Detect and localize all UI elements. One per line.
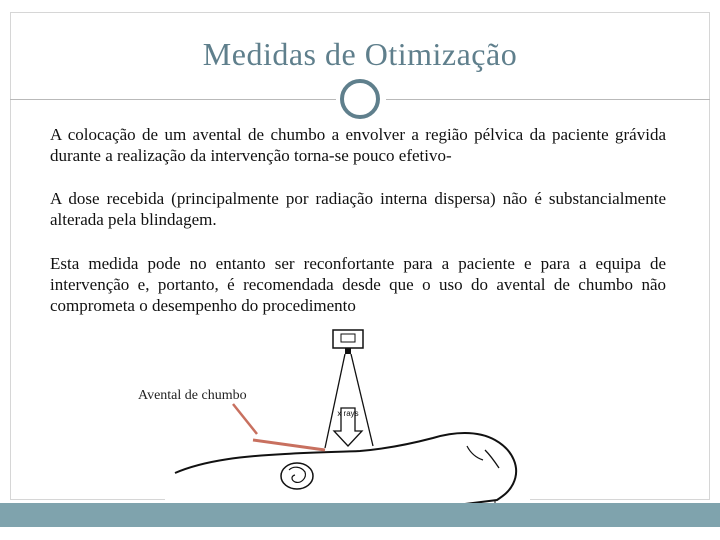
title-divider-left	[10, 99, 336, 100]
apron-pointer-diagonal	[233, 404, 257, 434]
fetus-detail-icon	[289, 467, 305, 482]
footer-bar	[0, 503, 720, 527]
xray-tube-collimator-icon	[345, 348, 351, 354]
patient-face-line	[485, 450, 499, 468]
title-divider-right	[386, 99, 710, 100]
divider-ring-icon	[340, 79, 380, 119]
patient-outline	[175, 433, 516, 510]
apron-caption: Avental de chumbo	[138, 388, 247, 403]
patient-ear-line	[467, 446, 483, 460]
xray-tube-icon	[333, 330, 363, 348]
apron-pointer-horizontal	[253, 440, 325, 450]
paragraph-recommendation: Esta medida pode no entanto ser reconfortante para a paciente e para a equipa de intervenção e, portanto, é recomendada desde que o uso do avental de chumbo não comprometa o desempenho do procedimento	[50, 254, 666, 315]
patient-xray-illustration	[165, 328, 530, 522]
xray-label: x rays	[337, 409, 359, 418]
paragraph-lead-apron: A colocação de um avental de chumbo a envolver a região pélvica da paciente grávida durante a realização da intervenção torna-se pouco efetivo-	[50, 125, 666, 165]
xray-drawing	[165, 328, 530, 522]
paragraph-dose: A dose recebida (principalmente por radiação interna dispersa) não é substancialmente alterada pela blindagem.	[50, 189, 666, 229]
slide-title: Medidas de Otimização	[202, 36, 518, 72]
